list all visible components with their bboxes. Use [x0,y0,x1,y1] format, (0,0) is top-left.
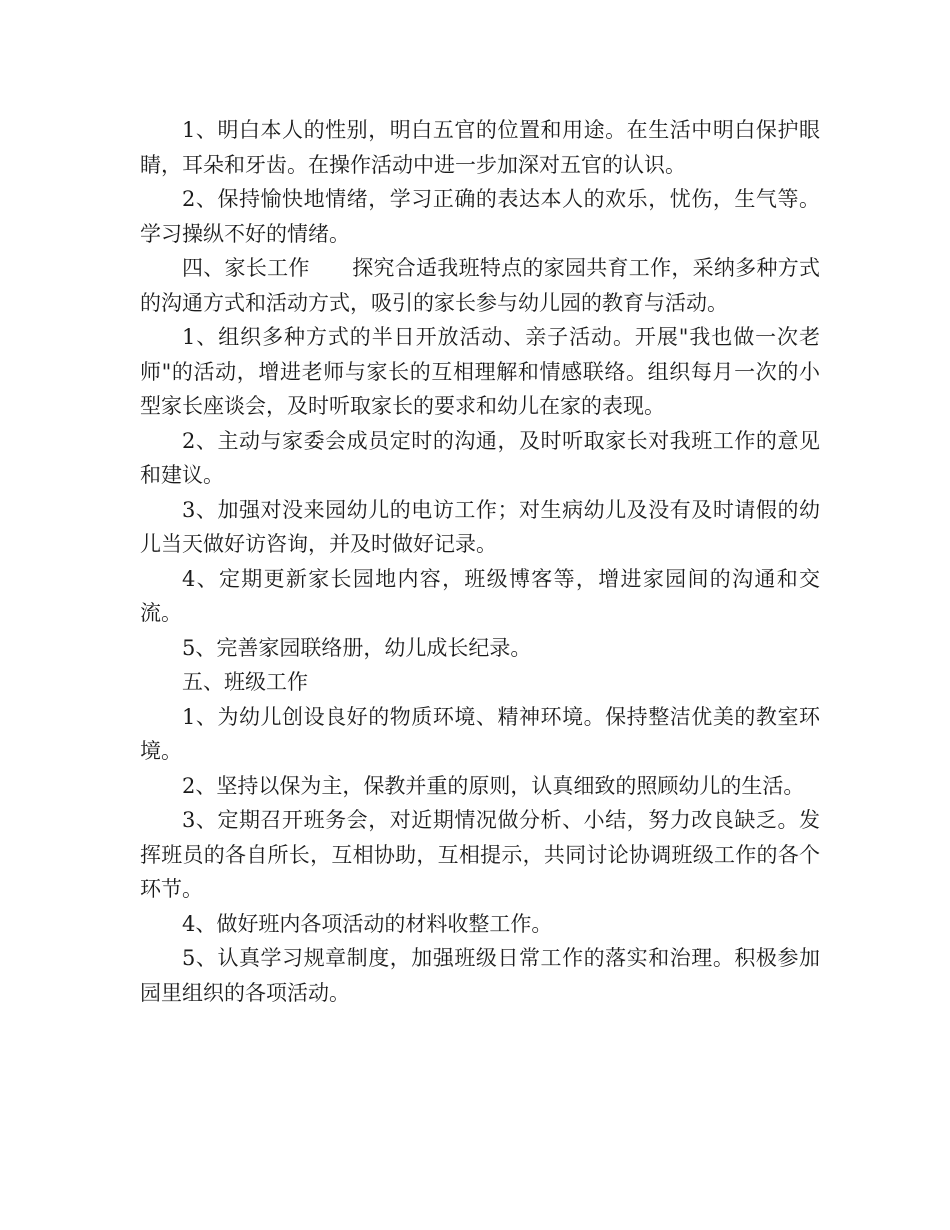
paragraph-10: 3、定期召开班务会，对近期情况做分析、小结，努力改良缺乏。发挥班员的各自所长，互相协助，互相提示，共同讨论协调班级工作的各个环节。 [140,808,820,901]
document-page [140,113,820,1010]
paragraph-9: 2、坚持以保为主，保教并重的原则，认真细致的照顾幼儿的生活。 [182,773,805,798]
section-heading-class-work: 五、班级工作 [182,670,308,694]
paragraph-11: 4、做好班内各项活动的材料收整工作。 [182,911,553,936]
paragraph-3: 1、组织多种方式的半日开放活动、亲子活动。开展"我也做一次老师"的活动，增进老师与家长的互相理解和情感联络。组织每月一次的小型家长座谈会，及时听取家长的要求和幼儿在家的表现。 [140,325,820,418]
paragraph-12: 5、认真学习规章制度，加强班级日常工作的落实和治理。积极参加园里组织的各项活动。 [140,946,820,1005]
paragraph-6: 4、定期更新家长园地内容，班级博客等，增进家园间的沟通和交流。 [140,566,820,625]
paragraph-1: 1、明白本人的性别，明白五官的位置和用途。在生活中明白保护眼睛，耳朵和牙齿。在操作活动中进一步加深对五官的认识。 [140,118,820,177]
section-heading-parent-work: 四、家长工作 探究合适我班特点的家园共育工作，采纳多种方式的沟通方式和活动方式，吸引的家长参与幼儿园的教育与活动。 [140,256,820,315]
paragraph-8: 1、为幼儿创设良好的物质环境、精神环境。保持整洁优美的教室环境。 [140,704,820,763]
paragraph-2: 2、保持愉快地情绪，学习正确的表达本人的欢乐，忧伤，生气等。学习操纵不好的情绪。 [140,187,820,246]
paragraph-5: 3、加强对没来园幼儿的电访工作；对生病幼儿及没有及时请假的幼儿当天做好访咨询，并及时做好记录。 [140,497,820,556]
paragraph-4: 2、主动与家委会成员定时的沟通，及时听取家长对我班工作的意见和建议。 [140,428,820,487]
paragraph-7: 5、完善家园联络册，幼儿成长纪录。 [182,635,532,660]
